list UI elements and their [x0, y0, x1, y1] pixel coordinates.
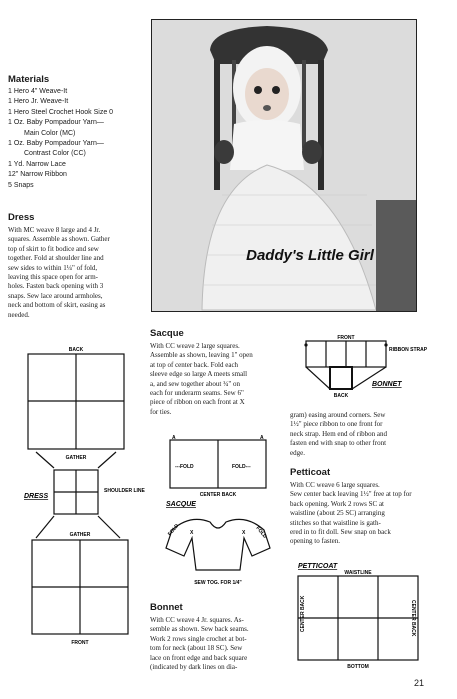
petticoat-diagram: [290, 560, 425, 670]
materials-heading: Materials: [8, 74, 50, 85]
svg-text:X: X: [242, 530, 246, 536]
petticoat-center-back-right: CENTER BACK: [410, 600, 416, 637]
shoulder-line-label: SHOULDER LINE: [104, 488, 145, 494]
bonnet-heading: Bonnet: [150, 602, 183, 613]
petticoat-center-back-left: CENTER BACK: [300, 595, 306, 632]
sew-together-label: SEW TOG. FOR 1/4": [194, 580, 242, 586]
bonnet-instructions-continued: gram) easing around corners. Sew 1½" piece ribbon to one front for neck strap. Hem end of ribbon and fasten end with snap to other front edge.: [290, 411, 387, 457]
bonnet-instructions: With CC weave 4 Jr. squares. As- semble as shown. Sew back seams. Work 2 rows single crochet at bot- tom for neck (about 18 SC). Sew lace on front edge and back square (indicated by dark lines on dia-: [150, 616, 249, 672]
materials-item: 1 Hero Jr. Weave-It: [8, 98, 69, 106]
materials-item: 1 Oz. Baby Pompadour Yarn—: [8, 140, 104, 148]
materials-item: 1 Hero 4" Weave-It: [8, 88, 68, 95]
materials-item: 12" Narrow Ribbon: [8, 171, 67, 179]
materials-item: 1 Yd. Narrow Lace: [8, 160, 66, 168]
bonnet-back-label: BACK: [333, 393, 349, 399]
petticoat-instructions: With CC weave 6 large squares. Sew center back leaving 1½" free at top for back opening. Work 2 rows SC at waistline (about 25 SC) arranging stitches so that waistline is gath- ered in to fit doll. Sew snap on back opening to fasten.: [290, 481, 412, 546]
dress-gather-label: GATHER: [65, 455, 87, 461]
waistline-label: WAISTLINE: [344, 570, 372, 576]
svg-text:X: X: [190, 530, 194, 536]
sacque-label: SACQUE: [166, 501, 196, 508]
dress-instructions: With MC weave 8 large and 4 Jr. squares. Assemble as shown. Gather top of skirt to fit bodice and sew together. Fold at shoulder line and sew sides to within 1¼" of fold, leaving this space open for arm- holes. Fasten back opening with 3 snaps. Sew lace around armholes, neck and bottom of skirt, easing as needed.: [8, 226, 110, 319]
ribbon-strap-label: RIBBON STRAP: [389, 347, 428, 353]
svg-text:FOLD: FOLD: [254, 525, 268, 540]
photo-caption: Daddy's Little Girl: [246, 247, 374, 264]
petticoat-label: PETTICOAT: [298, 563, 338, 570]
materials-item: Main Color (MC): [24, 129, 76, 137]
svg-text:FOLD: FOLD: [166, 523, 181, 538]
sacque-heading: Sacque: [150, 328, 184, 339]
materials-item: 1 Oz. Baby Pompadour Yarn—: [8, 119, 104, 127]
svg-text:A: A: [172, 435, 176, 441]
dress-back-label: BACK: [68, 347, 84, 353]
dress-heading: Dress: [8, 212, 35, 223]
materials-list: [8, 87, 113, 191]
bonnet-front-label: FRONT: [337, 335, 355, 341]
petticoat-heading: Petticoat: [290, 467, 331, 478]
fold-label: ---FOLD: [175, 464, 194, 470]
materials-item: Contrast Color (CC): [24, 150, 86, 158]
bottom-label: BOTTOM: [347, 664, 369, 670]
dress-label: DRESS: [24, 493, 49, 500]
dress-diagram: [8, 340, 148, 660]
dress-gather-label-2: GATHER: [69, 532, 91, 538]
bonnet-diagram: [292, 331, 428, 401]
fold-label-2: FOLD---: [232, 464, 251, 470]
sacque-diagram: [150, 430, 280, 590]
materials-item: 5 Snaps: [8, 181, 34, 189]
dress-front-label: FRONT: [71, 640, 89, 646]
bonnet-label: BONNET: [372, 381, 402, 388]
svg-text:A: A: [260, 435, 264, 441]
sacque-instructions: With CC weave 2 large squares. Assemble as shown, leaving 1" open at top of center back. Fold each sleeve edge so large A meets small a, and sew together about ¾" on each for underarm seams. Sew 6" piece of ribbon on each front at X for ties.: [150, 342, 253, 416]
page-number: 21: [414, 678, 425, 688]
doll-photo: [151, 19, 417, 312]
materials-item: 1 Hero Steel Crochet Hook Size 0: [8, 108, 114, 116]
center-back-label: CENTER BACK: [199, 492, 237, 498]
doll-illustration: [152, 20, 416, 311]
